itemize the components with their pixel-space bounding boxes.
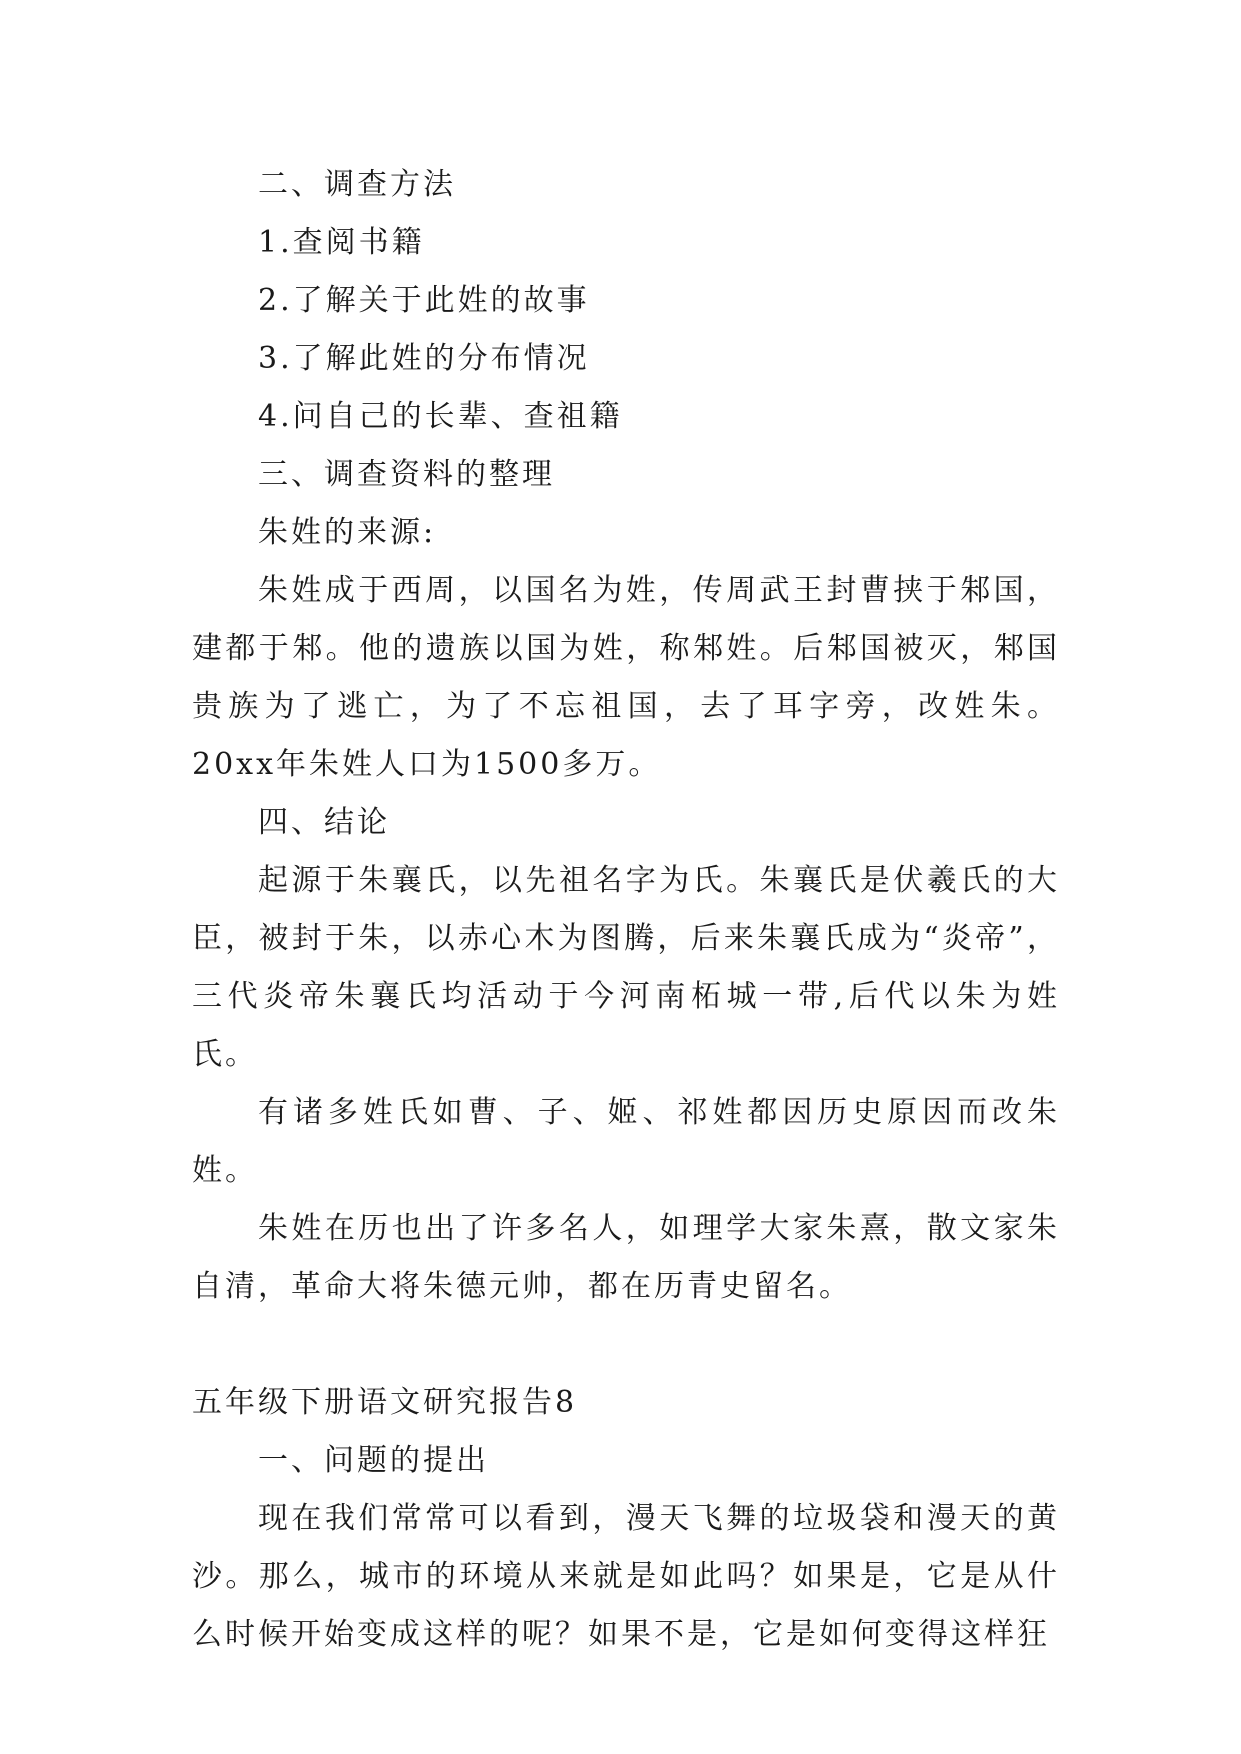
subheading-origin: 朱姓的来源:: [258, 515, 437, 550]
paragraph-conclusion-1: 起源于朱襄氏，以先祖名字为氏。朱襄氏是伏羲氏的大臣，被封于朱，以赤心木为图腾，后来朱襄氏成为“炎帝”，三代炎帝朱襄氏均活动于今河南柘城一带,后代以朱为姓氏。: [192, 863, 1060, 1072]
report-title: 五年级下册语文研究报告8: [192, 1385, 578, 1420]
paragraph-origin: 朱姓成于西周，以国名为姓，传周武王封曹挟于邾国，建都于邾。他的遗族以国为姓，称邾姓。后邾国被灭，邾国贵族为了逃亡，为了不忘祖国，去了耳字旁，改姓朱。20xx年朱姓人口为1500多万。: [192, 573, 1060, 782]
section-spacer: [192, 1316, 1060, 1374]
section-heading-problem: 一、问题的提出: [258, 1443, 489, 1478]
paragraph-problem: 现在我们常常可以看到，漫天飞舞的垃圾袋和漫天的黄沙。那么，城市的环境从来就是如此吗？如果是，它是从什么时候开始变成这样的呢？如果不是，它是如何变得这样狂: [192, 1501, 1060, 1652]
method-item-1: 1.查阅书籍: [258, 225, 425, 260]
method-item-2: 2.了解关于此姓的故事: [258, 283, 590, 318]
method-item-4: 4.问自己的长辈、查祖籍: [258, 399, 623, 434]
section-heading-materials: 三、调查资料的整理: [258, 457, 555, 492]
paragraph-conclusion-3: 朱姓在历也出了许多名人，如理学大家朱熹，散文家朱自清，革命大将朱德元帅，都在历青史留名。: [192, 1211, 1060, 1304]
section-heading-conclusion: 四、结论: [258, 805, 390, 840]
document-body: [192, 156, 1060, 1664]
paragraph-conclusion-2: 有诸多姓氏如曹、子、姬、祁姓都因历史原因而改朱姓。: [192, 1095, 1060, 1188]
section-heading-methods: 二、调查方法: [258, 167, 456, 202]
method-item-3: 3.了解此姓的分布情况: [258, 341, 590, 376]
